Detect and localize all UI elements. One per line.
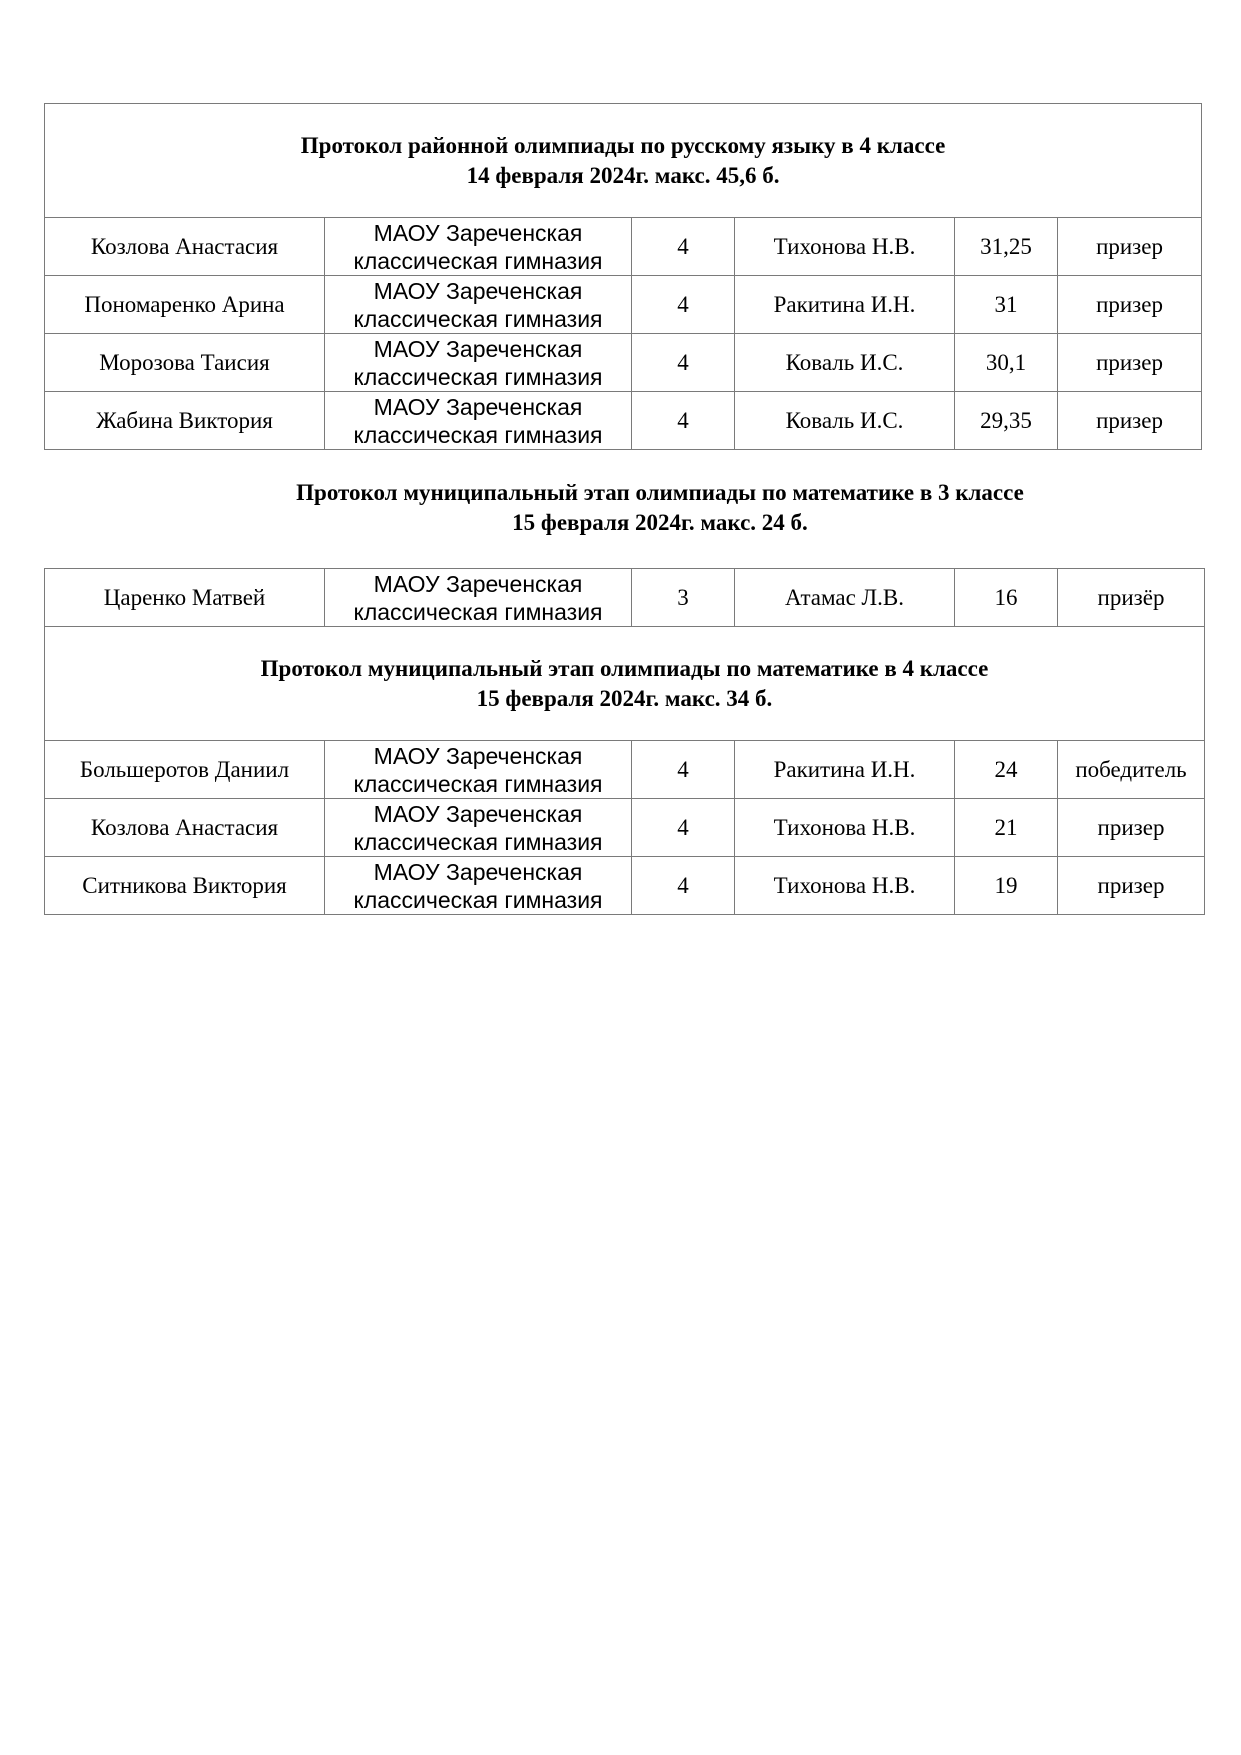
school-line: МАОУ Зареченская: [373, 219, 583, 246]
student-name: Большеротов Даниил: [45, 741, 325, 799]
school-cell: [325, 218, 632, 276]
student-name: Козлова Анастасия: [45, 218, 325, 276]
school-line: МАОУ Зареченская: [373, 858, 583, 885]
student-name: Жабина Виктория: [45, 392, 325, 450]
protocol-table-math: [44, 568, 1205, 915]
table-row: [45, 569, 1205, 627]
school-line: МАОУ Зареченская: [373, 742, 583, 769]
school-line: классическая гимназия: [353, 421, 603, 448]
school-line: классическая гимназия: [353, 305, 603, 332]
grade: 4: [632, 392, 735, 450]
school-line: МАОУ Зареченская: [373, 393, 583, 420]
table-row: [45, 276, 1202, 334]
grade: 4: [632, 334, 735, 392]
grade: 3: [632, 569, 735, 627]
score: 24: [955, 741, 1058, 799]
table-row: [45, 334, 1202, 392]
result-status: призер: [1058, 276, 1202, 334]
school-line: МАОУ Зареченская: [373, 800, 583, 827]
protocol-heading: [45, 104, 1202, 218]
protocol-subtitle: 15 февраля 2024г. макс. 24 б.: [512, 510, 808, 535]
teacher-name: Атамас Л.В.: [735, 569, 955, 627]
grade: 4: [632, 218, 735, 276]
teacher-name: Тихонова Н.В.: [735, 799, 955, 857]
teacher-name: Тихонова Н.В.: [735, 857, 955, 915]
school-cell: [325, 857, 632, 915]
protocol-subtitle: 15 февраля 2024г. макс. 34 б.: [476, 685, 773, 711]
school-cell: [325, 334, 632, 392]
protocol-heading: [44, 478, 1241, 538]
result-status: призёр: [1058, 569, 1205, 627]
protocol-table-russian-4: [44, 103, 1202, 450]
score: 31: [955, 276, 1058, 334]
student-name: Царенко Матвей: [45, 569, 325, 627]
teacher-name: Коваль И.С.: [735, 392, 955, 450]
teacher-name: Тихонова Н.В.: [735, 218, 955, 276]
student-name: Ситникова Виктория: [45, 857, 325, 915]
protocol-heading: [45, 627, 1205, 741]
grade: 4: [632, 799, 735, 857]
protocol-title: Протокол муниципальный этап олимпиады по математике в 4 классе: [260, 655, 989, 681]
school-line: классическая гимназия: [353, 828, 603, 855]
grade: 4: [632, 741, 735, 799]
table-row: [45, 799, 1205, 857]
protocol-title: Протокол муниципальный этап олимпиады по математике в 3 классе: [296, 480, 1024, 505]
result-status: призер: [1058, 218, 1202, 276]
score: 21: [955, 799, 1058, 857]
school-line: классическая гимназия: [353, 886, 603, 913]
school-cell: [325, 569, 632, 627]
score: 19: [955, 857, 1058, 915]
score: 30,1: [955, 334, 1058, 392]
school-cell: [325, 799, 632, 857]
teacher-name: Ракитина И.Н.: [735, 741, 955, 799]
school-line: классическая гимназия: [353, 598, 603, 625]
student-name: Морозова Таисия: [45, 334, 325, 392]
result-status: призер: [1058, 392, 1202, 450]
teacher-name: Коваль И.С.: [735, 334, 955, 392]
school-line: классическая гимназия: [353, 363, 603, 390]
grade: 4: [632, 857, 735, 915]
table-row: [45, 218, 1202, 276]
score: 29,35: [955, 392, 1058, 450]
school-line: МАОУ Зареченская: [373, 335, 583, 362]
student-name: Козлова Анастасия: [45, 799, 325, 857]
protocol-title: Протокол районной олимпиады по русскому языку в 4 классе: [300, 132, 946, 158]
protocol-subtitle: 14 февраля 2024г. макс. 45,6 б.: [466, 162, 780, 188]
table-row: [45, 741, 1205, 799]
score: 31,25: [955, 218, 1058, 276]
student-name: Пономаренко Арина: [45, 276, 325, 334]
table-row: [45, 857, 1205, 915]
school-line: МАОУ Зареченская: [373, 277, 583, 304]
result-status: призер: [1058, 334, 1202, 392]
teacher-name: Ракитина И.Н.: [735, 276, 955, 334]
school-line: классическая гимназия: [353, 770, 603, 797]
school-cell: [325, 392, 632, 450]
school-line: классическая гимназия: [353, 247, 603, 274]
result-status: победитель: [1058, 741, 1205, 799]
school-cell: [325, 741, 632, 799]
grade: 4: [632, 276, 735, 334]
school-cell: [325, 276, 632, 334]
result-status: призер: [1058, 799, 1205, 857]
table-row: [45, 392, 1202, 450]
score: 16: [955, 569, 1058, 627]
result-status: призер: [1058, 857, 1205, 915]
school-line: МАОУ Зареченская: [373, 570, 583, 597]
